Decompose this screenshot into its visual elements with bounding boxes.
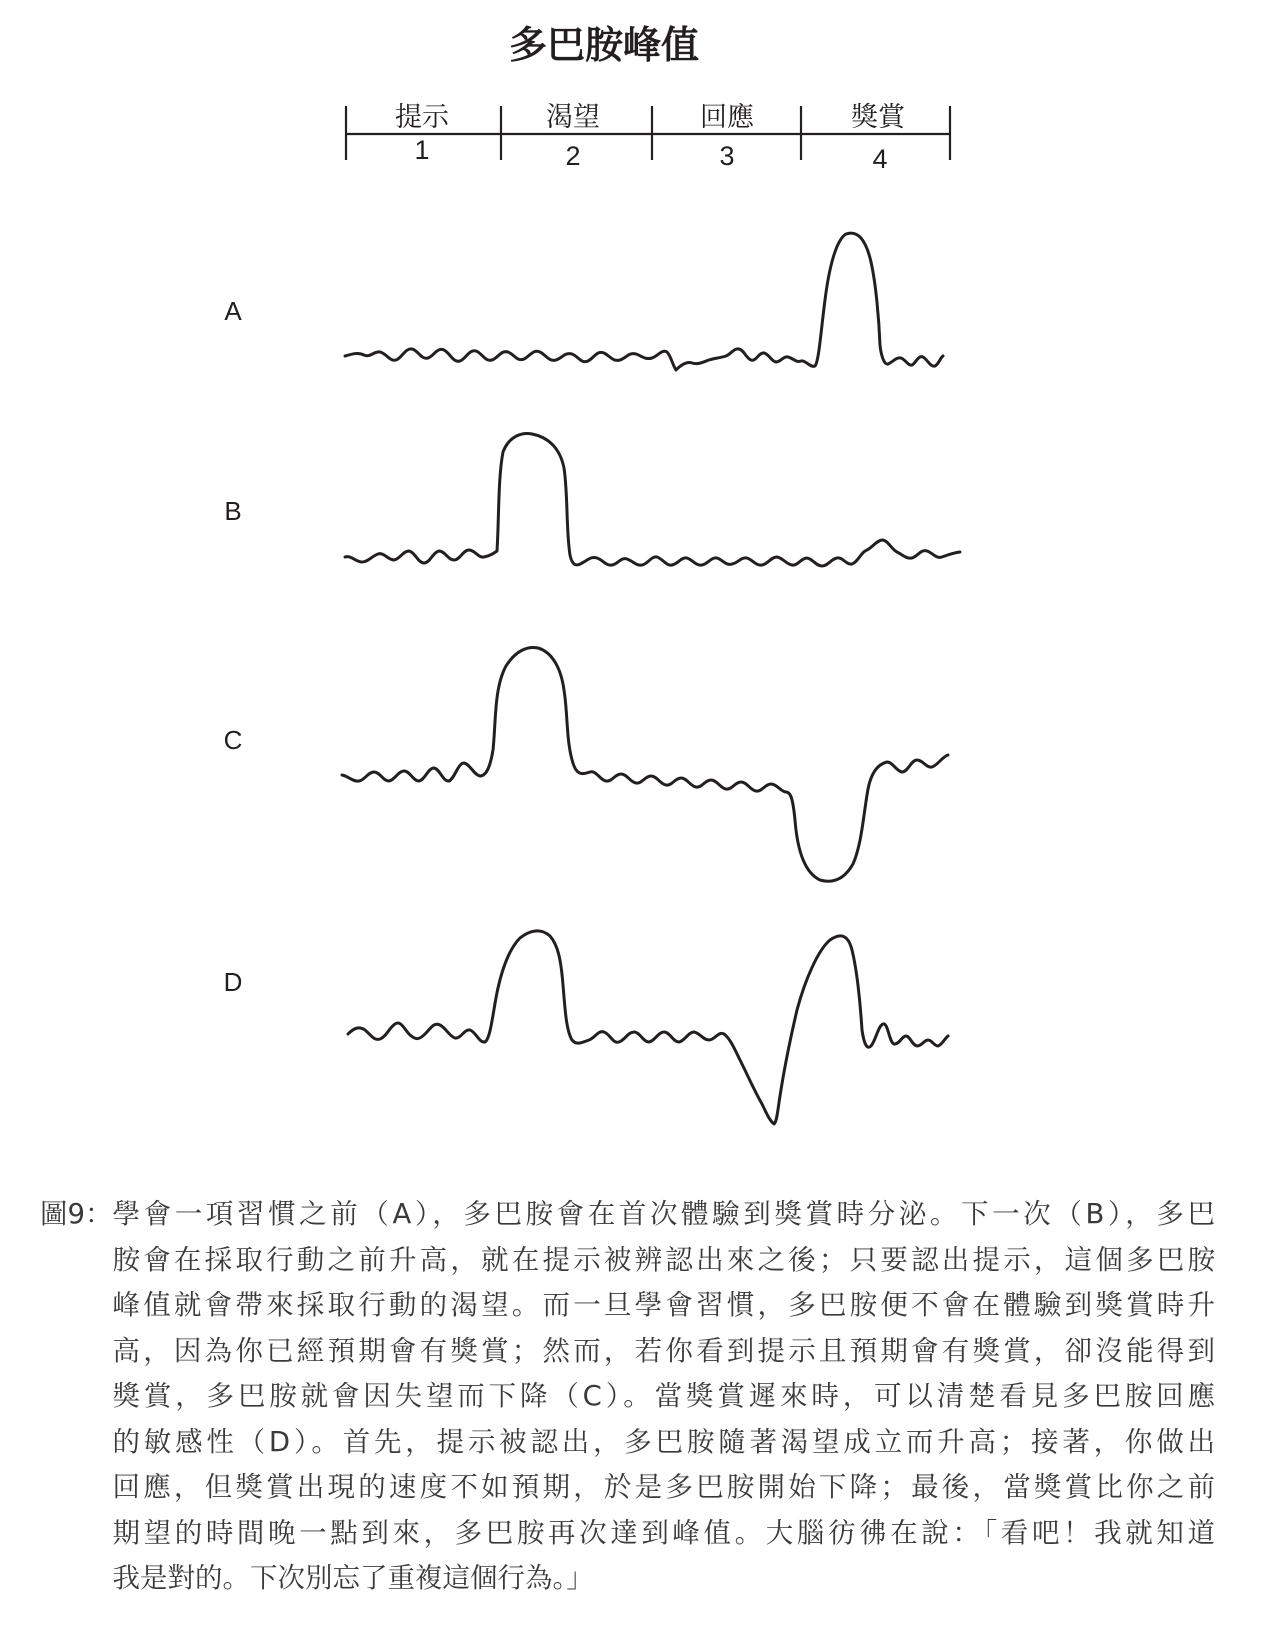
caption-line: 期望的時間晚一點到來，多巴胺再次達到峰值。大腦彷彿在說：「看吧！我就知道 [112, 1516, 1215, 1549]
figure-caption [40, 1192, 1215, 1602]
phase-label-reward: 獎賞 [851, 102, 905, 133]
caption-prefix: 圖9： [40, 1198, 113, 1230]
phase-label-cue: 提示 [395, 102, 449, 133]
caption-line: 學會一項習慣之前（A），多巴胺會在首次體驗到獎賞時分泌。下一次（B），多巴 [112, 1198, 1215, 1230]
phase-number-4: 4 [872, 144, 888, 174]
caption-line: 胺會在採取行動之前升高，就在提示被辨認出來之後；只要認出提示，這個多巴胺 [112, 1243, 1215, 1276]
row-label-b: B [224, 496, 242, 526]
caption-line: 回應，但獎賞出現的速度不如預期，於是多巴胺開始下降；最後，當獎賞比你之前 [112, 1471, 1215, 1503]
dopamine-trace-c [342, 648, 948, 882]
phase-number-2: 2 [565, 141, 581, 171]
caption-body [113, 1192, 1216, 1602]
phase-label-response: 回應 [700, 102, 754, 133]
phase-number-3: 3 [719, 141, 735, 171]
figure-title: 多巴胺峰值 [508, 23, 700, 67]
dopamine-trace-b [345, 434, 960, 566]
caption-line: 的敏感性（D）。首先，提示被認出，多巴胺隨著渴望成立而升高；接著，你做出 [112, 1425, 1215, 1458]
caption-line: 高，因為你已經預期會有獎賞；然而，若你看到提示且預期會有獎賞，卻沒能得到 [112, 1334, 1215, 1367]
caption-line: 獎賞，多巴胺就會因失望而下降（C）。當獎賞遲來時，可以清楚看見多巴胺回應 [112, 1380, 1215, 1412]
caption-line: 我是對的。下次別忘了重複這個行為。」 [112, 1562, 594, 1594]
caption-line: 峰值就會帶來採取行動的渴望。而一旦學會習慣，多巴胺便不會在體驗到獎賞時升 [112, 1289, 1215, 1321]
phase-number-1: 1 [414, 135, 430, 165]
phase-label-craving: 渴望 [546, 102, 600, 133]
dopamine-trace-a [345, 233, 943, 370]
row-label-a: A [224, 296, 242, 326]
row-label-c: C [223, 725, 243, 755]
row-labels [224, 296, 243, 997]
dopamine-trace-d [348, 931, 948, 1124]
phase-scale [346, 102, 950, 174]
row-label-d: D [223, 967, 243, 997]
